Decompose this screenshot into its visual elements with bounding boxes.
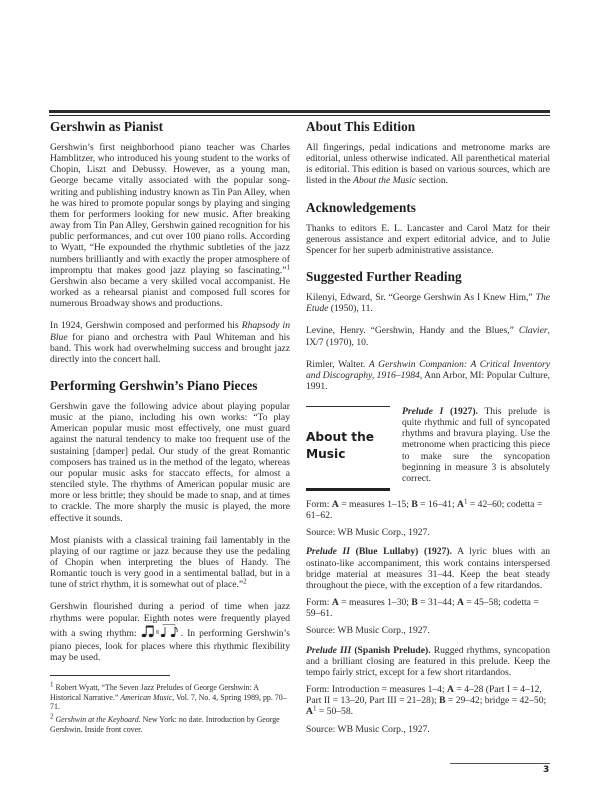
section-about-this-edition <box>306 119 550 187</box>
prelude-1-source: Source: WB Music Corp., 1927. <box>306 527 430 539</box>
sidebar-rule-top <box>306 406 390 407</box>
reference-item: Kilenyi, Edward, Sr. “George Gershwin As I Knew Him,” The Etude (1950), 11. <box>306 292 550 315</box>
prelude-2-form: Form: A = measures 1–30; B = 31–44; A = 45–58; codetta = 59–61. <box>306 597 539 620</box>
section-acknowledgements <box>306 200 550 256</box>
about-the-music-details <box>306 499 550 735</box>
footnote-divider <box>50 675 170 676</box>
header-rule-thin <box>49 115 550 116</box>
heading-performing-pieces: Performing Gershwin’s Piano Pieces <box>50 377 258 393</box>
heading-further-reading: Suggested Further Reading <box>306 269 462 285</box>
acknowledgements-paragraph: Thanks to editors E. L. Lancaster and Carol Matz for their generous assistance and expert editorial advice, and to Julie Spencer for her superb administrative assistance. <box>306 222 550 256</box>
prelude-3-description: Prelude III (Spanish Prelude). Rugged rhythms, syncopation and a brilliant closing are featured in this prelude. Keep the tempo fairly strict, except for a few short ritardandos. <box>306 644 550 678</box>
heading-about-this-edition: About This Edition <box>306 119 416 134</box>
performing-paragraph-2: Most pianists with a classical training fail lamentably in the playing of our ragtime or jazz because they use the pedaling of Chopin when interpreting the blues of Handy. The Romantic touch is very good in a sentimental ballad, but in a tune of strict rhythm, it is somewhat out of place.”$^2$ <box>50 534 290 591</box>
prelude-2-description: Prelude II (Blue Lullaby) (1927). A lyric blues with an ostinato-like accompaniment, this work contains interspersed bridge material at measures 31–44. Keep the beat steady throughout the piece, with the exception of a few ritardandos. <box>306 546 551 591</box>
prelude-3-form: Form: Introduction = measures 1–4; A = 4–28 (Part I = 4–12, Part II = 13–20, Part III = 21–28); B = 29–42; bridge = 42–50; $A^1 = 50-58$. <box>306 684 547 718</box>
page-number: 3 <box>543 765 550 775</box>
prelude-1-intro <box>402 406 550 484</box>
about-the-music-sidebar <box>306 406 391 492</box>
header-rule-thick <box>49 110 550 113</box>
performing-paragraph-3: Gershwin flourished during a period of time when jazz rhythms were popular. Eighth notes were frequently played with a swing rhythm: . In performing Gershwin’s piano pieces, look for places where this rhythmic flexibility may be used. <box>50 601 290 664</box>
pianist-paragraph-1: Gershwin’s first neighborhood piano teacher was Charles Hamblitzer, who introduced his young student to the works of Chopin, Liszt and Debussy. However, as a young man, George became vitally associated with the popular song-writing and publishing industry known as Tin Pan Alley, when he was hired to promote popular songs by playing and singing them for performers looking for new music. After breaking away from Tin Pan Alley, Gershwin gained recognition for his public performances, and cut over 100 piano rolls. According to Wyatt, “He expounded the rhythmic subtleties of the jazz numbers brilliantly and with exactly the proper atmosphere of impromptu that makes good jazz playing so fascinating.”$^1$ Gershwin also became a very skilled vocal accompanist. He worked as a rehearsal pianist and composed full scores for numerous Broadway shows and productions. <box>50 142 290 310</box>
header-double-rule <box>49 110 550 117</box>
footnote-1: $^1$ Robert Wyatt, “The Seven Jazz Preludes of George Gershwin: A Historical Narrative.” American Music, Vol. 7, No. 4, Spring 1989, pp. 70–71. <box>50 680 287 712</box>
heading-acknowledgements: Acknowledgements <box>306 199 416 215</box>
reference-item: Levine, Henry. “Gershwin, Handy and the Blues,” Clavier, IX/7 (1970), 10. <box>306 325 550 348</box>
page-number-rule <box>450 763 550 764</box>
heading-about-the-music: About the Music <box>306 430 375 461</box>
right-column <box>306 119 550 392</box>
section-gershwin-as-pianist <box>50 119 290 365</box>
performing-paragraph-1: Gershwin gave the following advice about playing popular music at the piano, including his own works: “To play American popular music most effectively, one must guard against the natural tendency to make too frequent use of the sustaining [damper] pedal. Our study of the great Romantic composers has trained us in the method of the legato, whereas our popular music asks for staccato effects, for almost a stenciled style. The rhythms of American popular music are more or less brittle; they should be made to snap, and at times to crackle. The more sharply the music is played, the more effective it sounds. <box>50 400 290 524</box>
edition-paragraph: All fingerings, pedal indications and metronome marks are editorial, unless otherwise indicated. All parenthetical material is editorial. This edition is based on various sources, which are listed in the About the Music section. <box>306 142 550 187</box>
footnote-ref-1[interactable]: 1 <box>286 263 290 272</box>
swing-rhythm-notation-icon <box>141 624 181 641</box>
prelude-1-description: Prelude I (1927). This prelude is quite rhythmic and full of syncopated rhythms and bravura playing. Use the metronome when practicing this piece to make sure the syncopation beginning in measure 3 is absolutely correct. <box>402 406 550 484</box>
sidebar-rule-bottom <box>306 488 390 491</box>
prelude-1-form: Form: A = measures 1–15; B = 16–41; $A^1 = 42-60$; codetta = 61–62. <box>306 497 543 522</box>
left-column <box>50 119 290 734</box>
section-further-reading <box>306 269 550 392</box>
footnote-ref-2[interactable]: 2 <box>243 577 247 586</box>
reference-item: Rimler, Walter. A Gershwin Companion: A Critical Inventory and Discography, 1916–1984, Ann Arbor, MI: Popular Culture, 1991. <box>306 358 550 393</box>
footnote-2: $^2$ Gershwin at the Keyboard. New York: no date. Introduction by George Gershwin. Inside front cover. <box>50 712 280 734</box>
prelude-2-source: Source: WB Music Corp., 1927. <box>306 625 430 637</box>
section-performing-pieces <box>50 378 290 663</box>
heading-gershwin-as-pianist: Gershwin as Pianist <box>50 119 164 134</box>
pianist-paragraph-2: In 1924, Gershwin composed and performed his Rhapsody in Blue for piano and orchestra with Paul Whiteman and his band. This work had overwhelming success and brought jazz directly into the concert hall. <box>50 320 290 365</box>
prelude-3-source: Source: WB Music Corp., 1927. <box>306 723 430 735</box>
